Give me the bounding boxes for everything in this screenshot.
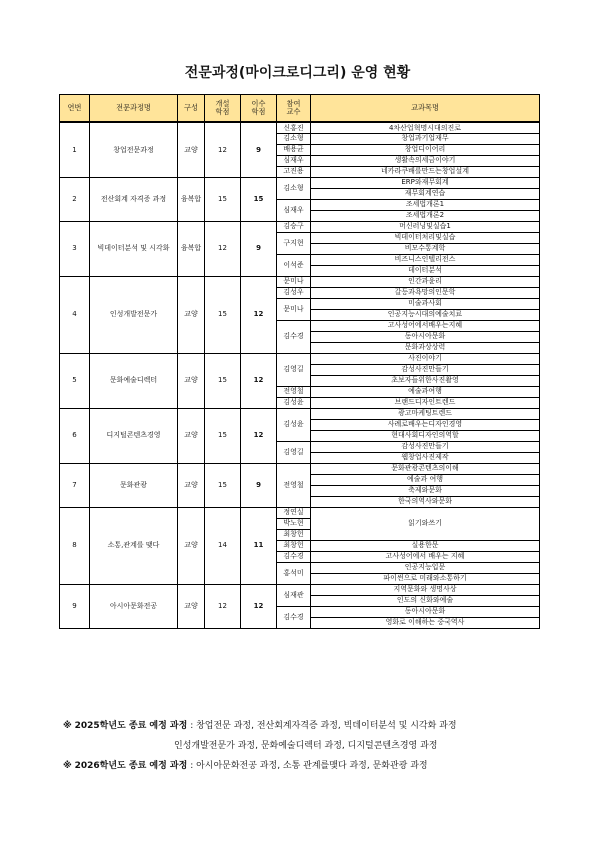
subject-cell: 한국의역사와문화 — [311, 496, 540, 507]
professor-cell: 김성우 — [277, 287, 311, 298]
course-type: 융복합 — [178, 221, 205, 276]
course-credits: 14 — [205, 507, 241, 584]
header-credits: 개설 학점 — [205, 95, 241, 123]
subject-cell: 네카라쿠배를만드는창업설계 — [311, 166, 540, 177]
professor-cell: 문미나 — [277, 276, 311, 287]
course-completion: 11 — [241, 507, 277, 584]
subject-cell: 파이썬으로 미래와소통하기 — [311, 573, 540, 584]
course-credits: 12 — [205, 122, 241, 177]
table-row — [60, 276, 540, 287]
subject-cell: 웹창업사진제작 — [311, 452, 540, 463]
subject-cell: 비모수통계학 — [311, 243, 540, 254]
subject-cell: 예술과여행 — [311, 386, 540, 397]
course-type: 교양 — [178, 353, 205, 408]
course-name: 창업전문과정 — [90, 122, 178, 177]
subject-cell: 창업디이어리 — [311, 144, 540, 155]
professor-cell: 김소형 — [277, 133, 311, 144]
course-no: 2 — [60, 177, 90, 221]
course-type: 교양 — [178, 463, 205, 507]
note-2025-text-cont: 인성개발전문가 과정, 문화예술디렉터 과정, 디지털콘텐츠경영 과정 — [174, 741, 438, 751]
subject-cell: 실용한문 — [311, 540, 540, 551]
table-row — [60, 353, 540, 364]
course-completion: 15 — [241, 177, 277, 221]
professor-cell: 고진용 — [277, 166, 311, 177]
subject-cell: 영화로 이해하는 중국역사 — [311, 617, 540, 628]
note-2025-text: : 창업전문 과정, 전산회계자격증 과정, 빅데이터분석 및 시각화 과정 — [187, 721, 457, 731]
table-row — [60, 177, 540, 188]
table-row — [60, 122, 540, 133]
page-title: 전문과정(마이크로디그리) 운영 현황 — [184, 65, 411, 81]
subject-cell: 문화과상상력 — [311, 342, 540, 353]
professor-cell: 최창헌 — [277, 529, 311, 540]
subject-cell: 브랜드디자인트렌드 — [311, 397, 540, 408]
subject-cell: ERP와재무회계 — [311, 177, 540, 188]
course-completion: 12 — [241, 584, 277, 628]
professor-cell: 김성윤 — [277, 397, 311, 408]
subject-cell: 머신러닝및실습1 — [311, 221, 540, 232]
course-credits: 15 — [205, 276, 241, 353]
professor-cell: 최창헌 — [277, 540, 311, 551]
course-completion: 9 — [241, 221, 277, 276]
course-type: 교양 — [178, 584, 205, 628]
professor-cell: 정연실 — [277, 507, 311, 518]
table-body — [60, 122, 540, 628]
table-row — [60, 463, 540, 474]
course-completion: 12 — [241, 276, 277, 353]
note-2026-text: : 아시아문화전공 과정, 소통 관계를맺다 과정, 문화관광 과정 — [187, 761, 428, 771]
professor-cell: 김성윤 — [277, 408, 311, 441]
professor-cell: 홍석미 — [277, 562, 311, 584]
course-credits: 15 — [205, 463, 241, 507]
table-row — [60, 584, 540, 595]
course-completion: 12 — [241, 353, 277, 408]
course-table — [59, 94, 540, 629]
header-course: 전문과정명 — [90, 95, 178, 123]
course-completion: 12 — [241, 408, 277, 463]
note-2025-label: 2025학년도 종료 예정 과정 — [74, 721, 188, 731]
professor-cell: 심재관 — [277, 584, 311, 606]
subject-cell: 인공지능시대의예술치료 — [311, 309, 540, 320]
subject-cell: 인도의 신화와예술 — [311, 595, 540, 606]
subject-cell: 사진이야기 — [311, 353, 540, 364]
subject-cell: 인간과윤리 — [311, 276, 540, 287]
header-type: 구성 — [178, 95, 205, 123]
subject-cell: 비즈니스인텔리전스 — [311, 254, 540, 265]
course-name: 문화관광 — [90, 463, 178, 507]
course-no: 1 — [60, 122, 90, 177]
professor-cell: 김소형 — [277, 177, 311, 199]
course-name: 전산회계 자격증 과정 — [90, 177, 178, 221]
professor-cell: 이석준 — [277, 254, 311, 276]
subject-cell: 재무회계연습 — [311, 188, 540, 199]
subject-cell: 동아시아문화 — [311, 331, 540, 342]
table-header-row — [60, 95, 540, 123]
course-name: 소통,관계를 맺다 — [90, 507, 178, 584]
table-row — [60, 221, 540, 232]
subject-cell: 예술과 여행 — [311, 474, 540, 485]
header-completion: 이수 학점 — [241, 95, 277, 123]
note-mark: ※ — [63, 761, 72, 771]
note-mark: ※ — [63, 721, 72, 731]
course-no: 5 — [60, 353, 90, 408]
professor-cell: 구지현 — [277, 232, 311, 254]
course-credits: 15 — [205, 177, 241, 221]
note-line-2026 — [63, 756, 543, 776]
subject-cell: 조세법개론2 — [311, 210, 540, 221]
table-row — [60, 507, 540, 518]
note-line-2025 — [63, 716, 543, 736]
course-name: 빅데이터분석 및 시각화 — [90, 221, 178, 276]
subject-cell: 동아시아문화 — [311, 606, 540, 617]
course-credits: 15 — [205, 353, 241, 408]
subject-cell: 4차산업혁명시대의진로 — [311, 122, 540, 133]
subject-cell: 고사성어에서배우는지혜 — [311, 320, 540, 331]
course-no: 9 — [60, 584, 90, 628]
course-type: 융복합 — [178, 177, 205, 221]
subject-cell: 감성사진만들기 — [311, 441, 540, 452]
professor-cell: 신홍진 — [277, 122, 311, 133]
header-subject: 교과목명 — [311, 95, 540, 123]
professor-cell: 문미나 — [277, 298, 311, 320]
course-credits: 12 — [205, 584, 241, 628]
subject-cell: 인공지능입문 — [311, 562, 540, 573]
course-type: 교양 — [178, 507, 205, 584]
course-no: 4 — [60, 276, 90, 353]
course-type: 교양 — [178, 408, 205, 463]
professor-cell: 김영길 — [277, 353, 311, 386]
course-no: 3 — [60, 221, 90, 276]
professor-cell: 김수경 — [277, 551, 311, 562]
subject-cell: 생활속의세금이야기 — [311, 155, 540, 166]
professor-cell: 박노현 — [277, 518, 311, 529]
professor-cell: 전영철 — [277, 386, 311, 397]
course-no: 6 — [60, 408, 90, 463]
table-row — [60, 408, 540, 419]
professor-cell: 김수경 — [277, 606, 311, 628]
course-name: 인성개발전문가 — [90, 276, 178, 353]
subject-cell: 사례로배우는디자인경영 — [311, 419, 540, 430]
subject-cell: 빅데이터처리및실습 — [311, 232, 540, 243]
subject-cell: 현대사회디자인의역할 — [311, 430, 540, 441]
course-credits: 15 — [205, 408, 241, 463]
professor-cell: 심재우 — [277, 155, 311, 166]
notes — [63, 716, 543, 776]
subject-cell: 갈등과욕망의인문학 — [311, 287, 540, 298]
subject-cell: 조세법개론1 — [311, 199, 540, 210]
course-no: 7 — [60, 463, 90, 507]
professor-cell: 배용균 — [277, 144, 311, 155]
professor-cell: 김승구 — [277, 221, 311, 232]
subject-cell: 고사성어에서 배우는 지혜 — [311, 551, 540, 562]
course-name: 문화예술디렉터 — [90, 353, 178, 408]
subject-cell: 미술과사회 — [311, 298, 540, 309]
professor-cell: 심재우 — [277, 199, 311, 221]
subject-cell: 감성사진만들기 — [311, 364, 540, 375]
subject-cell: 광고마케팅트렌드 — [311, 408, 540, 419]
course-no: 8 — [60, 507, 90, 584]
subject-cell: 지역문화와 생명사상 — [311, 584, 540, 595]
course-credits: 12 — [205, 221, 241, 276]
professor-cell: 김수경 — [277, 320, 311, 353]
professor-cell: 전영철 — [277, 463, 311, 507]
course-name: 디지털콘텐츠경영 — [90, 408, 178, 463]
course-name: 아시아문화전공 — [90, 584, 178, 628]
subject-cell: 데이터분석 — [311, 265, 540, 276]
course-completion: 9 — [241, 122, 277, 177]
subject-cell: 창업과기업재무 — [311, 133, 540, 144]
note-2026-label: 2026학년도 종료 예정 과정 — [74, 761, 188, 771]
note-line-2025-cont — [63, 736, 543, 756]
header-no: 연번 — [60, 95, 90, 123]
subject-cell: 축제와문화 — [311, 485, 540, 496]
professor-cell: 김영길 — [277, 441, 311, 463]
course-type: 교양 — [178, 122, 205, 177]
subject-cell: 문화관광콘텐츠의이해 — [311, 463, 540, 474]
course-type: 교양 — [178, 276, 205, 353]
subject-cell: 초보자들위한사진촬영 — [311, 375, 540, 386]
course-completion: 9 — [241, 463, 277, 507]
header-professor: 참여 교수 — [277, 95, 311, 123]
subject-cell: 읽기와쓰기 — [311, 507, 540, 540]
